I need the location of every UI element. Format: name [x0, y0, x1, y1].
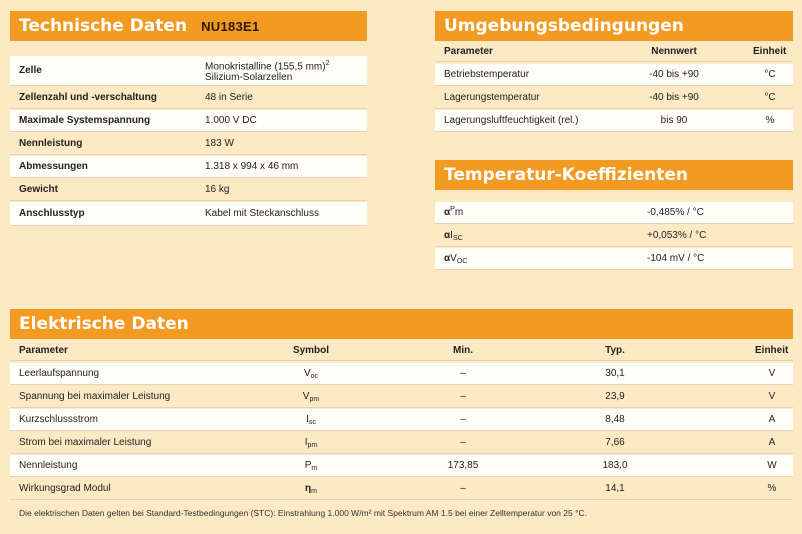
table-row: [435, 87, 793, 109]
technische-daten-title: Technische Daten: [19, 16, 188, 36]
row-min: –: [460, 483, 466, 494]
table-row: [435, 202, 793, 224]
row-parameter: Strom bei maximaler Leistung: [19, 437, 152, 448]
row-symbol: V oc: [303, 368, 319, 380]
row-parameter: Spannung bei maximaler Leistung: [19, 391, 171, 402]
row-value: Monokristalline (155,5 mm)$^2$ Silizium-Solarzellen: [205, 59, 330, 84]
table-row: [10, 202, 367, 226]
row-label: Zellenzahl und -verschaltung: [19, 92, 157, 103]
row-symbol: P m: [304, 460, 318, 472]
table-row: [435, 64, 793, 86]
row-value: 1.318 x 994 x 46 mm: [205, 161, 299, 172]
row-einheit: V: [768, 391, 776, 402]
table-row: [435, 248, 793, 270]
table-row: [10, 386, 793, 408]
table-row: [10, 363, 793, 385]
temperatur-koeffizienten-table: [435, 202, 793, 272]
table-row: [10, 432, 793, 454]
row-symbol: I sc: [306, 414, 316, 426]
header-min: Min.: [453, 345, 473, 356]
row-einheit: W: [767, 460, 777, 471]
header-parameter: Parameter: [19, 345, 68, 356]
row-min: –: [460, 414, 466, 425]
stc-footnote: Die elektrischen Daten gelten bei Standard-Testbedingungen (STC): Einstrahlung 1.000 W/m² mit Spektrum AM 1.5 bei einer Zelltemperatur von 25 °C.: [19, 508, 587, 518]
row-label: Gewicht: [19, 184, 58, 195]
row-min: –: [460, 437, 466, 448]
table-row: [10, 156, 367, 178]
row-parameter: Lagerungstemperatur: [444, 92, 540, 103]
row-parameter: Leerlaufspannung: [19, 368, 100, 379]
row-label: Maximale Systemspannung: [19, 115, 151, 126]
model-number: NU183E1: [201, 19, 260, 34]
header-symbol: Symbol: [292, 345, 330, 356]
row-typ: 183,0: [602, 460, 628, 471]
table-row: [10, 455, 793, 477]
technische-daten-table: [10, 56, 367, 228]
row-typ: 23,9: [605, 391, 625, 402]
umgebungsbedingungen-title: Umgebungsbedingungen: [444, 16, 684, 36]
row-value: 16 kg: [205, 184, 230, 195]
temperatur-koeffizienten-header: [435, 160, 793, 190]
row-value: Kabel mit Steckanschluss: [205, 208, 319, 219]
row-min: –: [460, 368, 466, 379]
row-label: Abmessungen: [19, 161, 88, 172]
technische-daten-header: [10, 11, 367, 41]
row-typ: 14,1: [605, 483, 625, 494]
elektrische-daten-title: Elektrische Daten: [19, 314, 189, 334]
table-row: [435, 225, 793, 247]
row-symbol: I pm: [304, 437, 318, 449]
row-label: Nennleistung: [19, 138, 83, 149]
header-parameter: Parameter: [444, 46, 493, 57]
row-parameter: Lagerungsluftfeuchtigkeit (rel.): [444, 115, 579, 126]
coefficient-symbol: α V OC: [444, 253, 468, 265]
row-value: 1.000 V DC: [205, 115, 257, 126]
coefficient-value: -0,485% / °C: [647, 207, 704, 218]
table-header-row: [435, 42, 793, 62]
table-row: [10, 133, 367, 155]
table-row: [10, 56, 367, 86]
row-symbol: η m: [305, 483, 317, 495]
header-typ: Typ.: [605, 345, 625, 356]
row-parameter: Wirkungsgrad Modul: [19, 483, 111, 494]
row-einheit: A: [768, 414, 776, 425]
coefficient-symbol: α I SC: [444, 230, 463, 242]
row-einheit: °C: [764, 92, 776, 103]
row-parameter: Betriebstemperatur: [444, 69, 530, 80]
header-einheit: Einheit: [753, 46, 787, 57]
row-nennwert: -40 bis +90: [649, 69, 699, 80]
row-typ: 7,66: [605, 437, 625, 448]
header-nennwert: Nennwert: [651, 46, 697, 57]
table-row: [10, 179, 367, 201]
row-symbol: V pm: [302, 391, 320, 403]
coefficient-value: +0,053% / °C: [647, 230, 707, 241]
row-parameter: Kurzschlussstrom: [19, 414, 98, 425]
table-row: [10, 87, 367, 109]
umgebungsbedingungen-header: [435, 11, 793, 41]
table-row: [10, 409, 793, 431]
table-row: [10, 478, 793, 500]
row-value: 48 in Serie: [205, 92, 253, 103]
coefficient-symbol: α P m: [444, 206, 464, 218]
row-einheit: A: [768, 437, 776, 448]
coefficient-value: -104 mV / °C: [647, 253, 705, 264]
elektrische-daten-table: [10, 341, 793, 503]
header-einheit: Einheit: [755, 345, 789, 356]
row-min: 173,85: [447, 460, 479, 471]
table-row: [10, 110, 367, 132]
temperatur-koeffizienten-title: Temperatur-Koeffizienten: [444, 165, 688, 185]
row-typ: 8,48: [605, 414, 625, 425]
row-value: 183 W: [205, 138, 234, 149]
row-einheit: %: [765, 115, 775, 126]
row-einheit: V: [768, 368, 776, 379]
row-nennwert: -40 bis +90: [649, 92, 699, 103]
row-min: –: [460, 391, 466, 402]
table-row: [435, 110, 793, 132]
umgebungsbedingungen-table: [435, 42, 793, 134]
row-parameter: Nennleistung: [19, 460, 78, 471]
table-header-row: [10, 341, 793, 361]
row-nennwert: bis 90: [660, 115, 688, 126]
elektrische-daten-header: [10, 309, 793, 339]
row-label: Zelle: [19, 65, 42, 76]
row-label: Anschlusstyp: [19, 208, 85, 219]
row-typ: 30,1: [605, 368, 625, 379]
row-einheit: %: [767, 483, 777, 494]
row-einheit: °C: [764, 69, 776, 80]
